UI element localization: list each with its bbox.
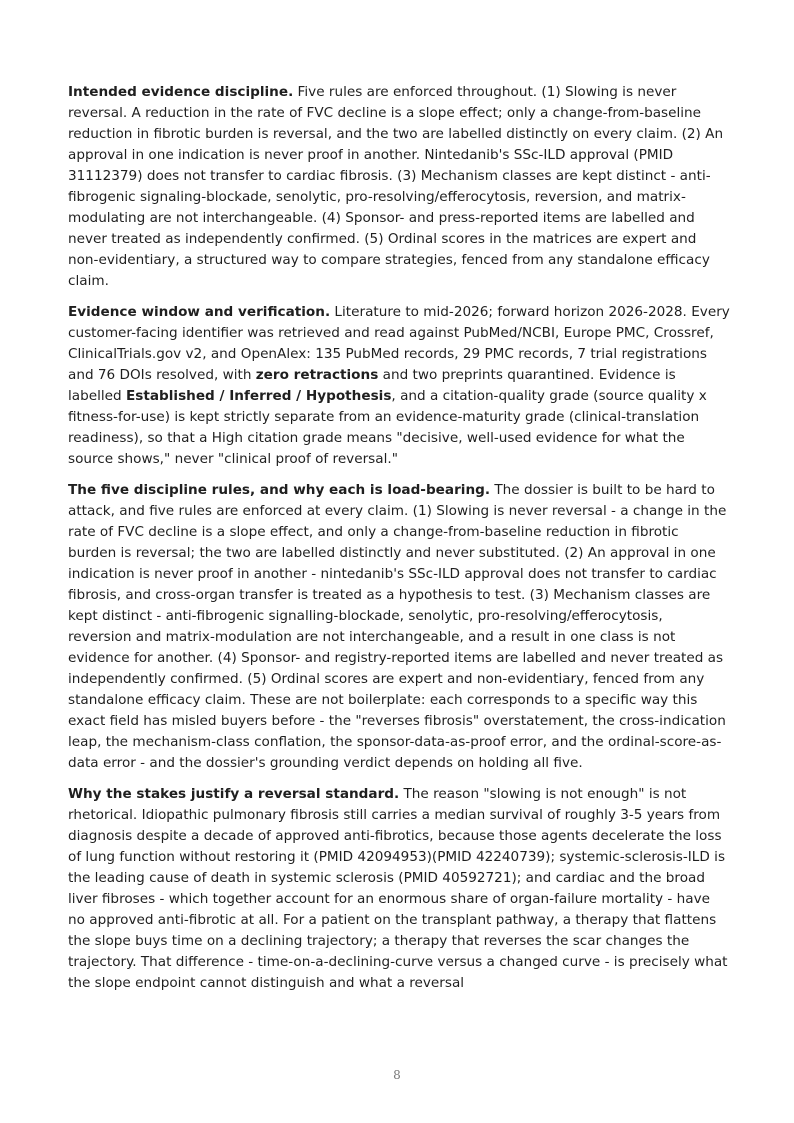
paragraph-text: The dossier is built to be hard to attack, and five rules are enforced at every claim. (1) Slowing is never reversal - a change in the rate of FVC decline is a slope effect, and only a change-from-baseline reduction in fibrotic burden is reversal; the two are labelled distinctly and never substituted. (2) An approval in one indication is never proof in another - nintedanib's SSc-ILD approval does not transfer to cardiac fibrosis, and cross-organ transfer is treated as a hypothesis to test. (3) Mechanism classes are kept distinct - anti-fibrogenic signalling-blockade, senolytic, pro-resolving/efferocytosis, reversion and matrix-modulation are not interchangeable, and a result in one class is not evidence for another. (4) Sponsor- and registry-reported items are labelled and never treated as independently confirmed. (5) Ordinal scores are expert and non-evidentiary, fenced from any standalone efficacy claim. These are not boilerplate: each corresponds to a specific way this exact field has misled buyers before - the "reverses fibrosis" overstatement, the cross-indication leap, the mechanism-class conflation, the sponsor-data-as-proof error, and the ordinal-score-as-data error - and the dossier's grounding verdict depends on holding all five. xyxy=(68,482,727,771)
page-number: 8 xyxy=(393,1068,401,1082)
paragraph-heading: Intended evidence discipline. xyxy=(68,84,294,100)
paragraph-text: Literature to mid-2026; forward horizon 2026-2028. Every customer-facing identifier was retrieved and read against PubMed/NCBI, Europe PMC, Crossref, ClinicalTrials.gov v2, and OpenAlex: 135 PubMed records, 29 PMC records, 7 trial registrations and 76 DOIs resolved, with xyxy=(68,304,730,383)
page-body xyxy=(68,82,730,1004)
paragraph-evidence-discipline xyxy=(68,82,730,292)
paragraph-text: , and a citation-quality grade (source quality x fitness-for-use) is kept strictly separate from an evidence-maturity grade (clinical-translation readiness), so that a High citation grade means "decisive, well-used evidence for what the source shows," never "clinical proof of reversal." xyxy=(68,388,707,467)
paragraph-stakes xyxy=(68,784,730,994)
emphasis-zero-retractions: zero retractions xyxy=(255,367,379,383)
paragraph-evidence-window xyxy=(68,302,730,470)
paragraph-text: Five rules are enforced throughout. (1) Slowing is never reversal. A reduction in the rate of FVC decline is a slope effect; only a change-from-baseline reduction in fibrotic burden is reversal, and the two are labelled distinctly on every claim. (2) An approval in one indication is never proof in another. Nintedanib's SSc-ILD approval (PMID 31112379) does not transfer to cardiac fibrosis. (3) Mechanism classes are kept distinct - anti-fibrogenic signaling-blockade, senolytic, pro-resolving/efferocytosis, reversion, and matrix-modulating are not interchangeable. (4) Sponsor- and press-reported items are labelled and never treated as independently confirmed. (5) Ordinal scores in the matrices are expert and non-evidentiary, a structured way to compare strategies, fenced from any standalone efficacy claim. xyxy=(68,84,724,289)
paragraph-text: The reason "slowing is not enough" is not rhetorical. Idiopathic pulmonary fibrosis still carries a median survival of roughly 3-5 years from diagnosis despite a decade of approved anti-fibrotics, because those agents decelerate the loss of lung function without restoring it (PMID 42094953)(PMID 42240739); systemic-sclerosis-ILD is the leading cause of death in systemic sclerosis (PMID 40592721); and cardiac and the broad liver fibroses - which together account for an enormous share of organ-failure mortality - have no approved anti-fibrotic at all. For a patient on the transplant pathway, a therapy that flattens the slope buys time on a declining trajectory; a therapy that reverses the scar changes the trajectory. That difference - time-on-a-declining-curve versus a changed curve - is precisely what the slope endpoint cannot distinguish and what a reversal xyxy=(68,786,728,991)
emphasis-evidence-labels: Established / Inferred / Hypothesis xyxy=(125,388,392,404)
paragraph-heading: Evidence window and verification. xyxy=(68,304,331,320)
paragraph-heading: Why the stakes justify a reversal standard. xyxy=(68,786,400,802)
paragraph-text: and two preprints quarantined. Evidence is labelled xyxy=(68,367,676,404)
paragraph-heading: The five discipline rules, and why each is load-bearing. xyxy=(68,482,491,498)
paragraph-five-rules xyxy=(68,480,730,774)
